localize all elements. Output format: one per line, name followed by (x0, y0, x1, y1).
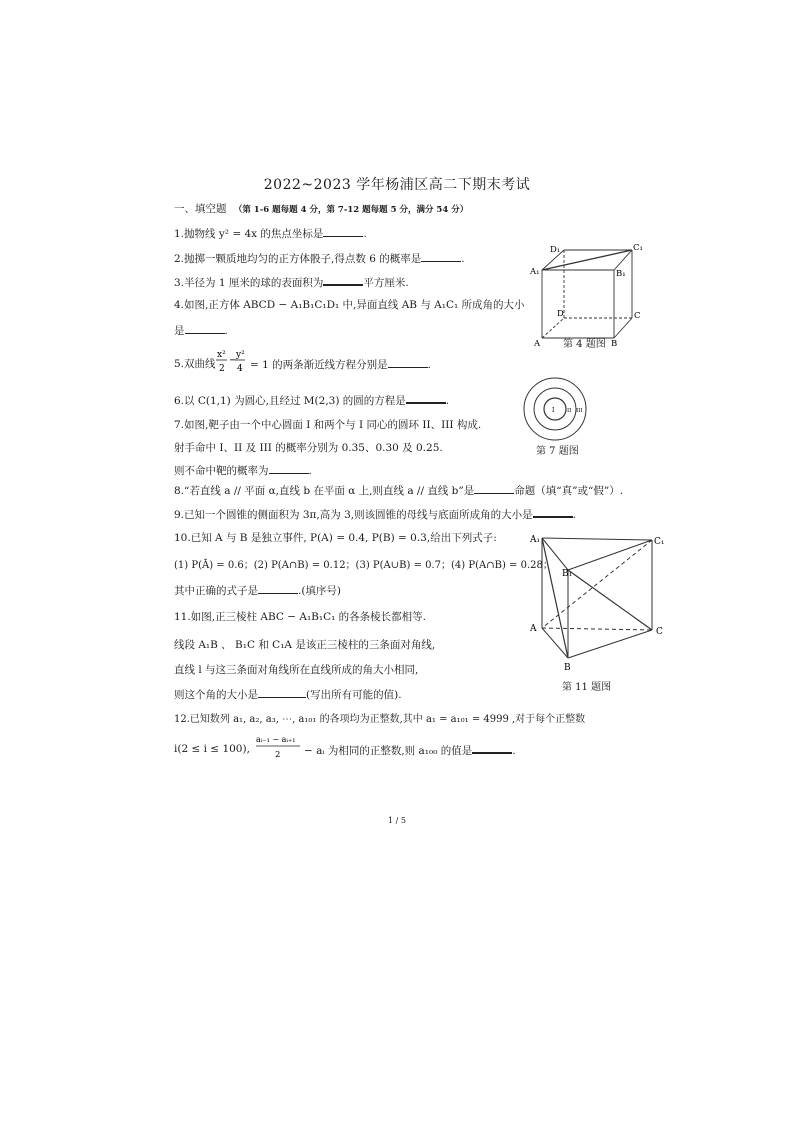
question-2-text: 2.抛掷一颗质地均匀的正方体骰子,得点数 6 的概率是 (174, 253, 422, 265)
label-C1: C₁ (633, 243, 643, 253)
question-7-text: 7.如图,靶子由一个中心圆面 I 和两个与 I 同心的圆环 II、III 构成. (174, 419, 482, 431)
question-3-text: 3.半径为 1 厘米的球的表面积为 (174, 277, 324, 289)
question-12-b (174, 742, 250, 756)
answer-blank[interactable] (474, 483, 514, 494)
label-D1: D₁ (550, 245, 561, 255)
question-3 (174, 274, 409, 290)
figure-7-target (522, 376, 588, 442)
label-A: A (534, 339, 541, 349)
question-11-c (174, 663, 418, 677)
answer-blank[interactable] (269, 463, 309, 474)
question-12-text: 12.已知数列 a₁, a₂, a₃, ⋯, a₁₀₁ 的各项均为正整数,其中 a₁ = a₁₀₁ = 4999 ,对于每个正整数 (174, 714, 586, 725)
question-8-text: 8.“若直线 a // 平面 α,直线 b 在平面 α 上,则直线 a // 直线 b”是 (174, 485, 475, 497)
question-11-text-d: 则这个角的大小是 (174, 689, 258, 701)
question-11-d (174, 687, 402, 702)
answer-blank[interactable] (258, 583, 298, 594)
section-heading (174, 201, 468, 216)
section-label: 一、填空题 (174, 203, 227, 215)
question-11-b (174, 638, 435, 652)
question-10 (174, 531, 497, 545)
question-5-text: 5.双曲线 (174, 358, 216, 370)
question-5-fraction (214, 348, 244, 382)
question-5-cont: = 1 的两条渐近线方程分别是 . (250, 359, 431, 371)
page-title: 2022~2023 学年杨浦区高二下期末考试 (263, 177, 531, 193)
frac-y2: y² (236, 350, 245, 360)
question-11-text-c: 直线 l 与这三条面对角线所在直线所成的角大小相同, (174, 664, 419, 676)
figure-11-prism (528, 530, 678, 676)
question-9-text: 9.已知一个圆锥的侧面积为 3π,高为 3,则该圆锥的母线与底面所成角的大小是 (174, 509, 533, 521)
question-12 (174, 713, 585, 727)
question-10-c (174, 583, 341, 598)
label-C: C (634, 311, 641, 321)
question-5 (174, 357, 216, 371)
question-11-text: 11.如图,正三棱柱 ABC − A₁B₁C₁ 的各条棱长都相等. (174, 611, 427, 623)
figure-7-caption: 第 7 题图 (536, 446, 579, 457)
label-B: B (611, 339, 618, 349)
label-B: B (564, 663, 571, 673)
question-8 (174, 483, 623, 498)
frac-ai-num: aᵢ₋₁ − aᵢ₊₁ (256, 735, 296, 744)
question-10-text-d: .(填序号) (298, 585, 342, 597)
question-7-b (174, 441, 443, 455)
label-C1: C₁ (654, 537, 665, 547)
question-7-c: 则不命中靶的概率为 . (174, 465, 312, 477)
question-6-text: 6.以 C(1,1) 为圆心,且经过 M(2,3) 的圆的方程是 (174, 395, 406, 407)
label-C: C (656, 627, 663, 637)
question-11-text-e: (写出所有可能的值). (306, 689, 402, 701)
figure-4-cube (526, 240, 644, 348)
figure-4-caption: 第 4 题图 (563, 339, 606, 350)
question-9: 9.已知一个圆锥的侧面积为 3π,高为 3,则该圆锥的母线与底面所成角的大小是 . (174, 506, 576, 522)
question-4-cont: 是 . (174, 325, 228, 337)
question-6: 6.以 C(1,1) 为圆心,且经过 M(2,3) 的圆的方程是 . (174, 392, 449, 408)
answer-blank[interactable] (323, 274, 363, 286)
answer-blank[interactable] (472, 742, 512, 754)
question-12-fraction (256, 733, 302, 763)
question-7-text-c: 则不命中靶的概率为 (174, 465, 269, 477)
question-11 (174, 610, 426, 624)
ring-label-III: III (576, 408, 583, 414)
label-A: A (530, 624, 537, 634)
answer-blank[interactable] (406, 392, 446, 404)
ring-label-I: I (552, 407, 555, 414)
question-1-text: 1.抛物线 y² = 4x 的焦点坐标是 (174, 228, 324, 240)
question-8-text-cont: 命题（填“真”或“假”）. (514, 485, 624, 497)
answer-blank[interactable] (258, 687, 306, 698)
frac-den-4: 4 (237, 364, 243, 374)
frac-den-2: 2 (219, 364, 225, 374)
label-D: D (557, 309, 564, 319)
question-10-options (174, 559, 553, 573)
figure-11-caption: 第 11 题图 (562, 682, 612, 693)
ring-label-II: II (567, 408, 572, 414)
question-10-options-text: (1) P(Ā) = 0.6；(2) P(A∩B) = 0.12；(3) P(A∪B) = 0.7；(4) P(A∩B) = 0.28； (174, 560, 553, 571)
question-12-text-c: − aᵢ 为相同的正整数,则 a₁₀₀ 的值是 (304, 745, 473, 757)
question-1: 1.抛物线 y² = 4x 的焦点坐标是 . (174, 228, 367, 240)
question-11-text-b: 线段 A₁B 、 B₁C 和 C₁A 是该正三棱柱的三条面对角线, (174, 639, 436, 651)
answer-blank[interactable] (421, 251, 461, 262)
question-12-c: − aᵢ 为相同的正整数,则 a₁₀₀ 的值是 . (304, 742, 516, 758)
question-5-text-cont: = 1 的两条渐近线方程分别是 (250, 359, 388, 371)
label-A1: A₁ (530, 535, 541, 545)
question-7 (174, 418, 481, 432)
answer-blank[interactable] (388, 357, 428, 368)
question-4 (174, 298, 525, 312)
frac-ai-den: 2 (275, 750, 281, 760)
question-10-text-c: 其中正确的式子是 (174, 585, 258, 597)
answer-blank[interactable] (533, 506, 573, 518)
label-B1: B₁ (562, 569, 573, 579)
question-7-text-b: 射手命中 I、II 及 III 的概率分别为 0.35、0.30 及 0.25. (174, 442, 443, 454)
label-B1: B₁ (616, 269, 626, 279)
label-A1: A₁ (530, 267, 540, 277)
question-3-unit: 平方厘米. (363, 277, 409, 289)
question-4-text: 4.如图,正方体 ABCD − A₁B₁C₁D₁ 中,异面直线 AB 与 A₁C₁ 所成角的大小 (174, 299, 525, 311)
frac-x2: x² (217, 350, 226, 360)
section-note: （第 1-6 题每题 4 分，第 7-12 题每题 5 分，满分 54 分） (233, 205, 469, 215)
question-12-text-b: i(2 ≤ i ≤ 100), (174, 743, 250, 755)
question-10-text: 10.已知 A 与 B 是独立事件, P(A) = 0.4, P(B) = 0.3,给出下列式子: (174, 532, 497, 544)
frac-minus: − (229, 355, 238, 366)
answer-blank[interactable] (185, 323, 225, 334)
question-2: 2.抛掷一颗质地均匀的正方体骰子,得点数 6 的概率是 . (174, 253, 465, 265)
answer-blank[interactable] (323, 226, 363, 237)
page-number: 1 / 5 (388, 816, 406, 825)
question-4-text-cont: 是 (174, 325, 185, 337)
